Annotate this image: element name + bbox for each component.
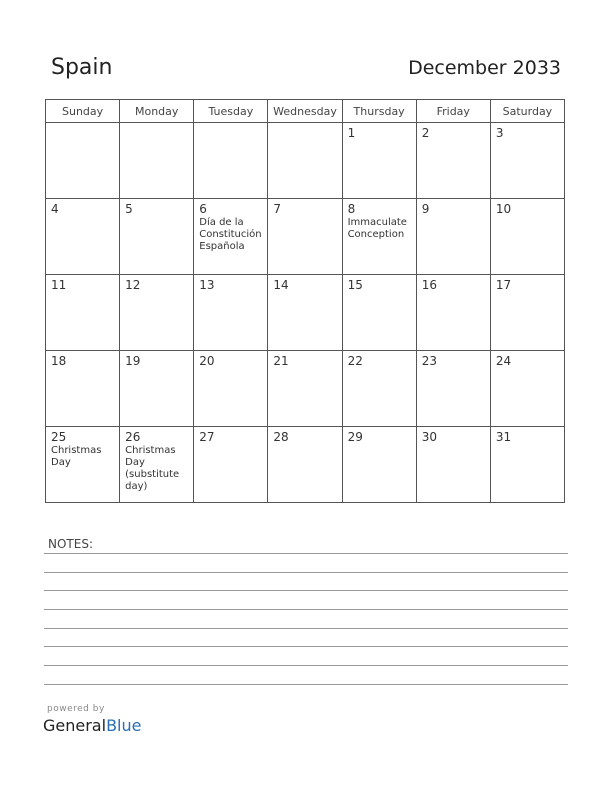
day-number: 18 (51, 354, 67, 368)
week-row (46, 275, 565, 351)
weekday-friday: Friday (416, 100, 490, 123)
day-cell (46, 199, 120, 275)
notes-line (44, 684, 568, 685)
weekday-wednesday: Wednesday (268, 100, 342, 123)
weekday-sunday: Sunday (46, 100, 120, 123)
day-number: 3 (495, 126, 504, 140)
day-cell (490, 123, 564, 199)
week-row (46, 351, 565, 427)
day-number: 26 (125, 430, 141, 444)
day-cell (268, 427, 342, 503)
notes-line (44, 665, 568, 666)
day-cell (416, 351, 490, 427)
day-cell (46, 123, 120, 199)
country-title: Spain (51, 55, 113, 80)
day-cell (194, 199, 268, 275)
brand-general: General (43, 716, 107, 735)
day-number: 10 (495, 202, 512, 216)
day-number: 17 (495, 278, 512, 292)
day-cell (120, 199, 194, 275)
weekday-header-row (46, 100, 565, 123)
notes-line (44, 572, 568, 573)
day-number: 28 (273, 430, 289, 444)
day-cell (268, 123, 342, 199)
day-number: 1 (347, 126, 356, 140)
notes-label: NOTES: (48, 537, 93, 551)
day-cell (490, 351, 564, 427)
day-cell (416, 199, 490, 275)
day-number: 19 (125, 354, 141, 368)
weekday-monday: Monday (120, 100, 194, 123)
notes-line (44, 646, 568, 647)
day-cell (120, 123, 194, 199)
week-row (46, 123, 565, 199)
month-title: December 2033 (408, 57, 561, 79)
day-cell (342, 351, 416, 427)
day-cell (416, 275, 490, 351)
day-cell (268, 199, 342, 275)
day-number: 25 (51, 430, 67, 444)
brand-blue: Blue (106, 716, 142, 735)
notes-line (44, 553, 568, 554)
day-number: 14 (273, 278, 289, 292)
day-cell (268, 275, 342, 351)
notes-line (44, 628, 568, 629)
day-cell (416, 123, 490, 199)
day-number: 15 (347, 278, 363, 292)
holiday-label: Immaculate Conception (347, 217, 407, 240)
day-cell (490, 199, 564, 275)
day-cell (268, 351, 342, 427)
day-cell (490, 275, 564, 351)
weekday-tuesday: Tuesday (194, 100, 268, 123)
day-number: 12 (125, 278, 141, 292)
day-cell (194, 351, 268, 427)
week-row (46, 199, 565, 275)
day-cell (46, 275, 120, 351)
calendar-grid (45, 99, 565, 503)
day-number: 8 (347, 202, 356, 216)
day-number: 13 (199, 278, 215, 292)
day-cell (194, 123, 268, 199)
day-cell (342, 199, 416, 275)
day-cell (194, 275, 268, 351)
powered-by-text: powered by (47, 704, 105, 714)
day-number: 9 (421, 202, 430, 216)
holiday-label: Christmas Day (51, 445, 102, 468)
day-cell (342, 427, 416, 503)
day-number: 29 (347, 430, 363, 444)
day-number: 22 (347, 354, 363, 368)
day-number: 5 (125, 202, 133, 216)
day-cell (120, 275, 194, 351)
holiday-label: Día de la Constitución Española (199, 217, 262, 252)
day-number: 11 (51, 278, 67, 292)
day-cell (416, 427, 490, 503)
day-number: 2 (421, 126, 430, 140)
day-number: 21 (273, 354, 289, 368)
day-number: 6 (199, 202, 207, 216)
day-cell (342, 123, 416, 199)
weekday-thursday: Thursday (342, 100, 416, 123)
week-row (46, 427, 565, 503)
day-cell (490, 427, 564, 503)
brand-logo (43, 716, 141, 735)
day-number: 31 (495, 430, 512, 444)
day-cell (120, 427, 194, 503)
day-number: 20 (199, 354, 215, 368)
day-cell (46, 427, 120, 503)
day-cell (120, 351, 194, 427)
notes-line (44, 590, 568, 591)
day-number: 16 (421, 278, 437, 292)
day-number: 7 (273, 202, 282, 216)
day-number: 24 (495, 354, 512, 368)
weekday-saturday: Saturday (490, 100, 564, 123)
day-number: 27 (199, 430, 215, 444)
day-number: 30 (421, 430, 437, 444)
holiday-label: Christmas Day (substitute day) (125, 445, 180, 492)
day-cell (342, 275, 416, 351)
day-cell (46, 351, 120, 427)
notes-line (44, 609, 568, 610)
day-number: 23 (421, 354, 437, 368)
day-cell (194, 427, 268, 503)
day-number: 4 (51, 202, 59, 216)
